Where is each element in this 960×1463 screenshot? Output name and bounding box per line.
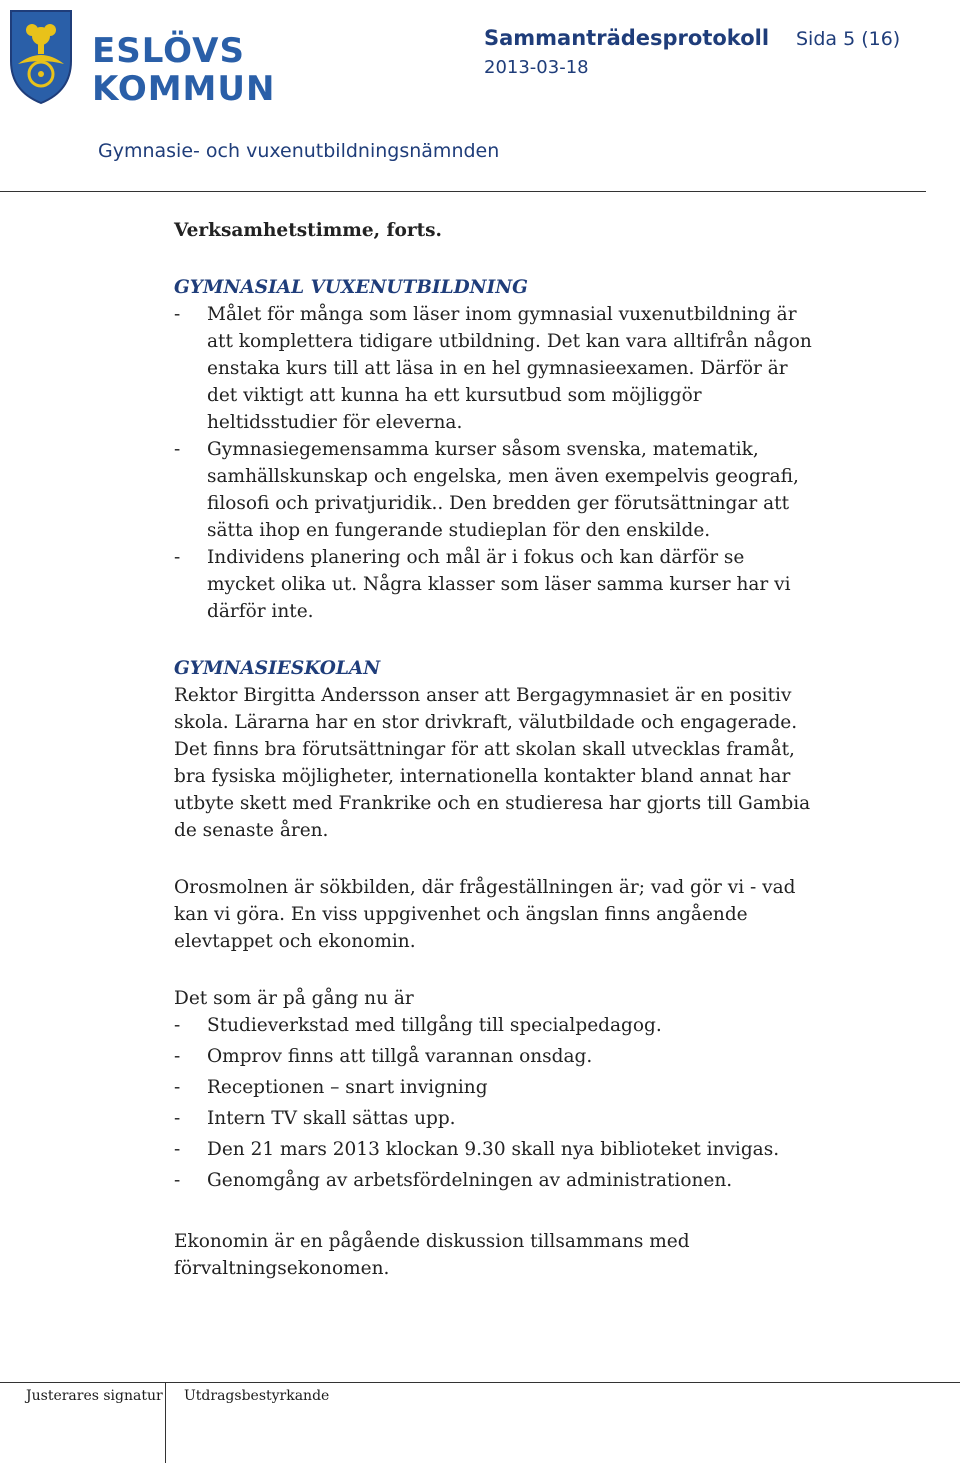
vuxenutbildning-list [174,301,814,625]
list-item: - Intern TV skall sättas upp. [174,1105,814,1132]
municipality-logo-crest [6,6,76,106]
list-item: - Receptionen – snart invigning [174,1074,814,1101]
list-item: - Den 21 mars 2013 klockan 9.30 skall nya biblioteket invigas. [174,1136,814,1163]
paragraph: Ekonomin är en pågående diskussion tillsammans med förvaltningsekonomen. [174,1231,690,1279]
footer-column-divider [165,1382,166,1463]
paragraph: Orosmolnen är sökbilden, där frågeställningen är; vad gör vi - vad kan vi göra. En viss uppgivenhet och ängslan finns angående elevtappet och ekonomin. [174,877,796,952]
section-heading-vuxenutbildning: GYMNASIAL VUXENUTBILDNING [174,277,528,298]
page-number: Sida 5 (16) [796,28,901,50]
list-item: - Omprov finns att tillgå varannan onsdag. [174,1043,814,1070]
logo-line-1: ESLÖVS [92,31,245,71]
footer-divider [0,1382,960,1383]
list-item: - Individens planering och mål är i fokus och kan därför se mycket olika ut. Några klasser som läser samma kurser har vi därför inte. [174,544,814,625]
ongoing-list [174,1012,814,1194]
board-name: Gymnasie- och vuxenutbildningsnämnden [98,140,500,162]
extract-label: Utdragsbestyrkande [184,1388,330,1404]
list-item: - Genomgång av arbetsfördelningen av administrationen. [174,1167,814,1194]
main-heading: Verksamhetstimme, forts. [174,220,442,241]
signature-label: Justerares signatur [26,1388,163,1404]
list-item: - Gymnasiegemensamma kurser såsom svenska, matematik, samhällskunskap och engelska, men även exempelvis geografi, filosofi och privatjuridik.. Den bredden ger förutsättningar att sätta ihop en fungerande studieplan för den enskilde. [174,436,814,544]
document-body [174,217,814,1282]
ongoing-intro: Det som är på gång nu är [174,988,414,1009]
section-heading-gymnasieskolan: GYMNASIESKOLAN [174,658,381,679]
paragraph: Rektor Birgitta Andersson anser att Bergagymnasiet är en positiv skola. Lärarna har en stor drivkraft, välutbildade och engagerade. [174,685,798,733]
logo-line-2: KOMMUN [92,69,276,109]
logo-wordmark [92,32,275,108]
paragraph: Det finns bra förutsättningar för att skolan skall utvecklas framåt, bra fysiska möjligheter, internationella kontakter bland annat har utbyte skett med Frankrike och en studieresa har gjorts till Gambia de senaste åren. [174,739,811,841]
header-divider [0,191,926,192]
list-item: - Målet för många som läser inom gymnasial vuxenutbildning är att komplettera tidigare utbildning. Det kan vara alltifrån någon enstaka kurs till att läsa in en hel gymnasieexamen. Därför är det viktigt att kunna ha ett kursutbud som möjliggör heltidsstudier för eleverna. [174,301,814,436]
document-title: Sammanträdesprotokoll [484,26,770,50]
document-date: 2013-03-18 [484,57,589,78]
list-item: - Studieverkstad med tillgång till specialpedagog. [174,1012,814,1039]
